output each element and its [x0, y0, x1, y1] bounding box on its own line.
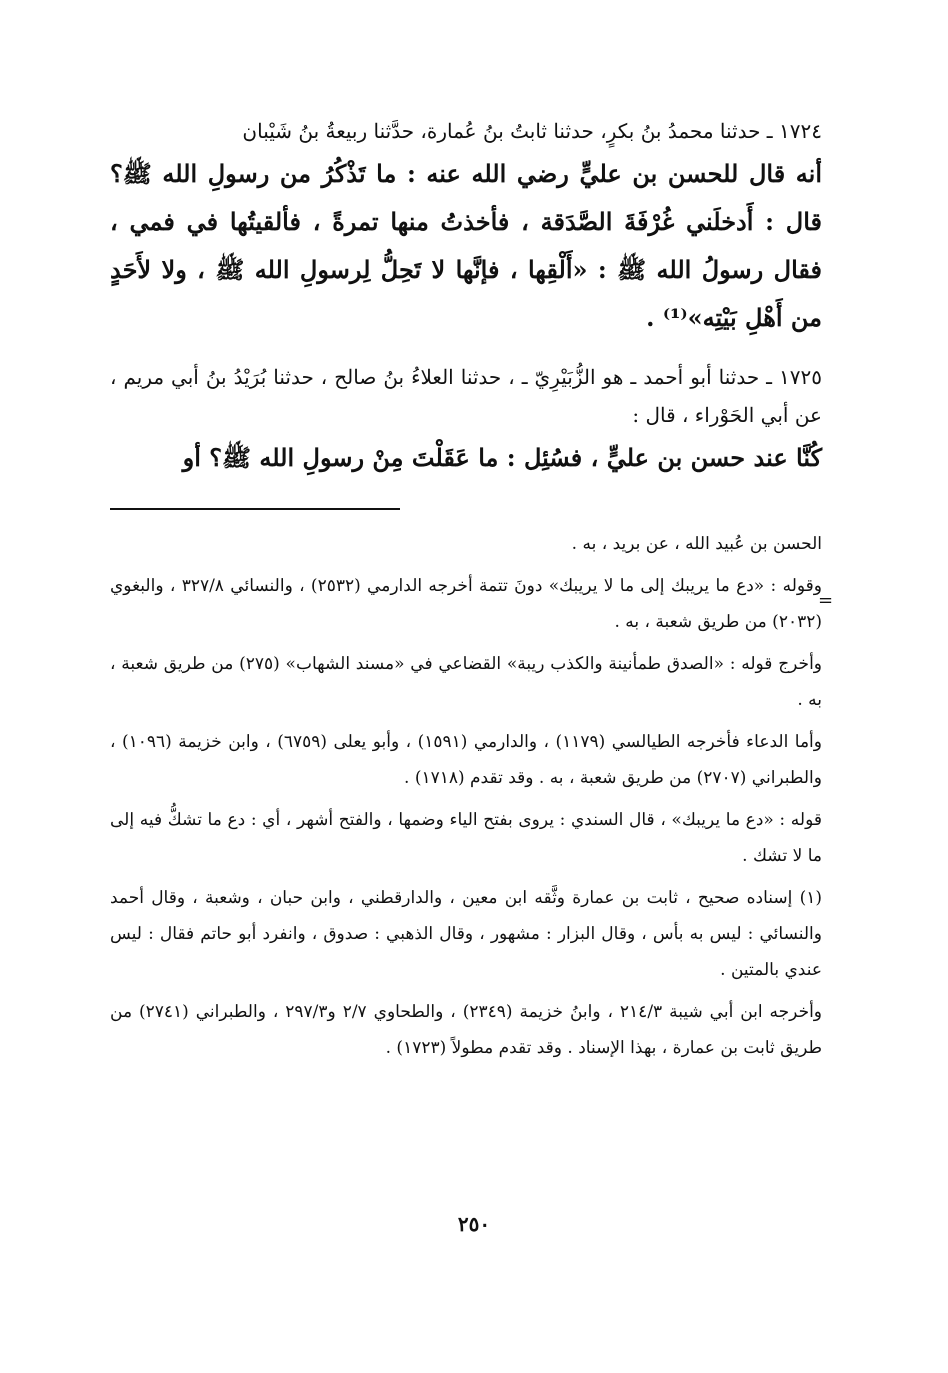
page-body	[110, 112, 822, 1072]
footnote-paragraph: (١) إسناده صحيح ، ثابت بن عمارة وثَّقه ابن معين ، والدارقطني ، وابن حبان ، وشعبة ، وقال أحمد والنسائي : ليس به بأس ، وقال البزار : مشهور ، وقال الذهبي : صدوق ، وانفرد أبو حاتم فقال : ليس عندي بالمتين .	[110, 888, 822, 980]
page-number: ٢٥٠	[457, 1212, 491, 1236]
hadith-1724-isnad: ١٧٢٤ ـ حدثنا محمدُ بنُ بكرٍ، حدثنا ثابتُ بنُ عُمارة، حدَّثنا ربيعةُ بنُ شَيْبان	[242, 119, 822, 143]
hadith-1725-matn: كُنَّا عند حسن بن عليٍّ ، فسُئِل : ما عَقَلْتَ مِنْ رسولِ الله ﷺ؟ أو	[182, 443, 822, 472]
footnote-divider	[110, 508, 400, 510]
continuation-mark: =	[818, 590, 834, 611]
hadith-1724-matn: أنه قال للحسن بن عليٍّ رضي الله عنه : ما تَذْكُرُ من رسولِ الله ﷺ؟ قال : أَدخلَني غُرْفَةَ الصَّدَقة ، فأخذتُ منها تمرةً ، فألقيتُها في فمي ، فقال رسولُ الله ﷺ : «أَلْقِها ، فإنَّها لا تَحِلُّ لِرسولِ الله ﷺ ، ولا لأَحَدٍ من أَهْلِ بَيْتِه»⁽¹⁾ .	[110, 159, 822, 332]
footnotes	[110, 526, 822, 1066]
footnote-paragraph: وأما الدعاء فأخرجه الطيالسي (١١٧٩) ، والدارمي (١٥٩١) ، وأبو يعلى (٦٧٥٩) ، وابن خزيمة (١٠٩٦) ، والطبراني (٢٧٠٧) من طريق شعبة ، به . وقد تقدم (١٧١٨) .	[110, 732, 822, 788]
footnote-paragraph: الحسن بن عُبيد الله ، عن بريد ، به .	[571, 534, 822, 554]
hadith-1725-isnad: ١٧٢٥ ـ حدثنا أبو أحمد ـ هو الزُّبَيْرِيّ ـ ، حدثنا العلاءُ بنُ صالح ، حدثنا بُرَيْدُ بنُ أبي مريم ، عن أبي الحَوْراء ، قال :	[110, 365, 822, 427]
footnote-paragraph: وأخرج قوله : «الصدق طمأنينة والكذب ريبة» القضاعي في «مسند الشهاب» (٢٧٥) من طريق شعبة ، به .	[110, 654, 822, 710]
footnote-paragraph: وقوله : «دع ما يريبك إلى ما لا يريبك» دونَ تتمة أخرجه الدارمي (٢٥٣٢) ، والنسائي ٣٢٧/٨ ، والبغوي (٢٠٣٢) من طريق شعبة ، به .	[110, 576, 822, 632]
footnote-paragraph: وأخرجه ابن أبي شيبة ٢١٤/٣ ، وابنُ خزيمة (٢٣٤٩) ، والطحاوي ٢/٧ و٢٩٧/٣ ، والطبراني (٢٧٤١) من طريق ثابت بن عمارة ، بهذا الإسناد . وقد تقدم مطولاً (١٧٢٣) .	[110, 1002, 823, 1058]
footnote-paragraph: قوله : «دع ما يريبك» ، قال السندي : يروى بفتح الياء وضمها ، والفتح أشهر ، أي : دع ما تشكُّ فيه إلى ما لا تشك .	[110, 810, 822, 866]
